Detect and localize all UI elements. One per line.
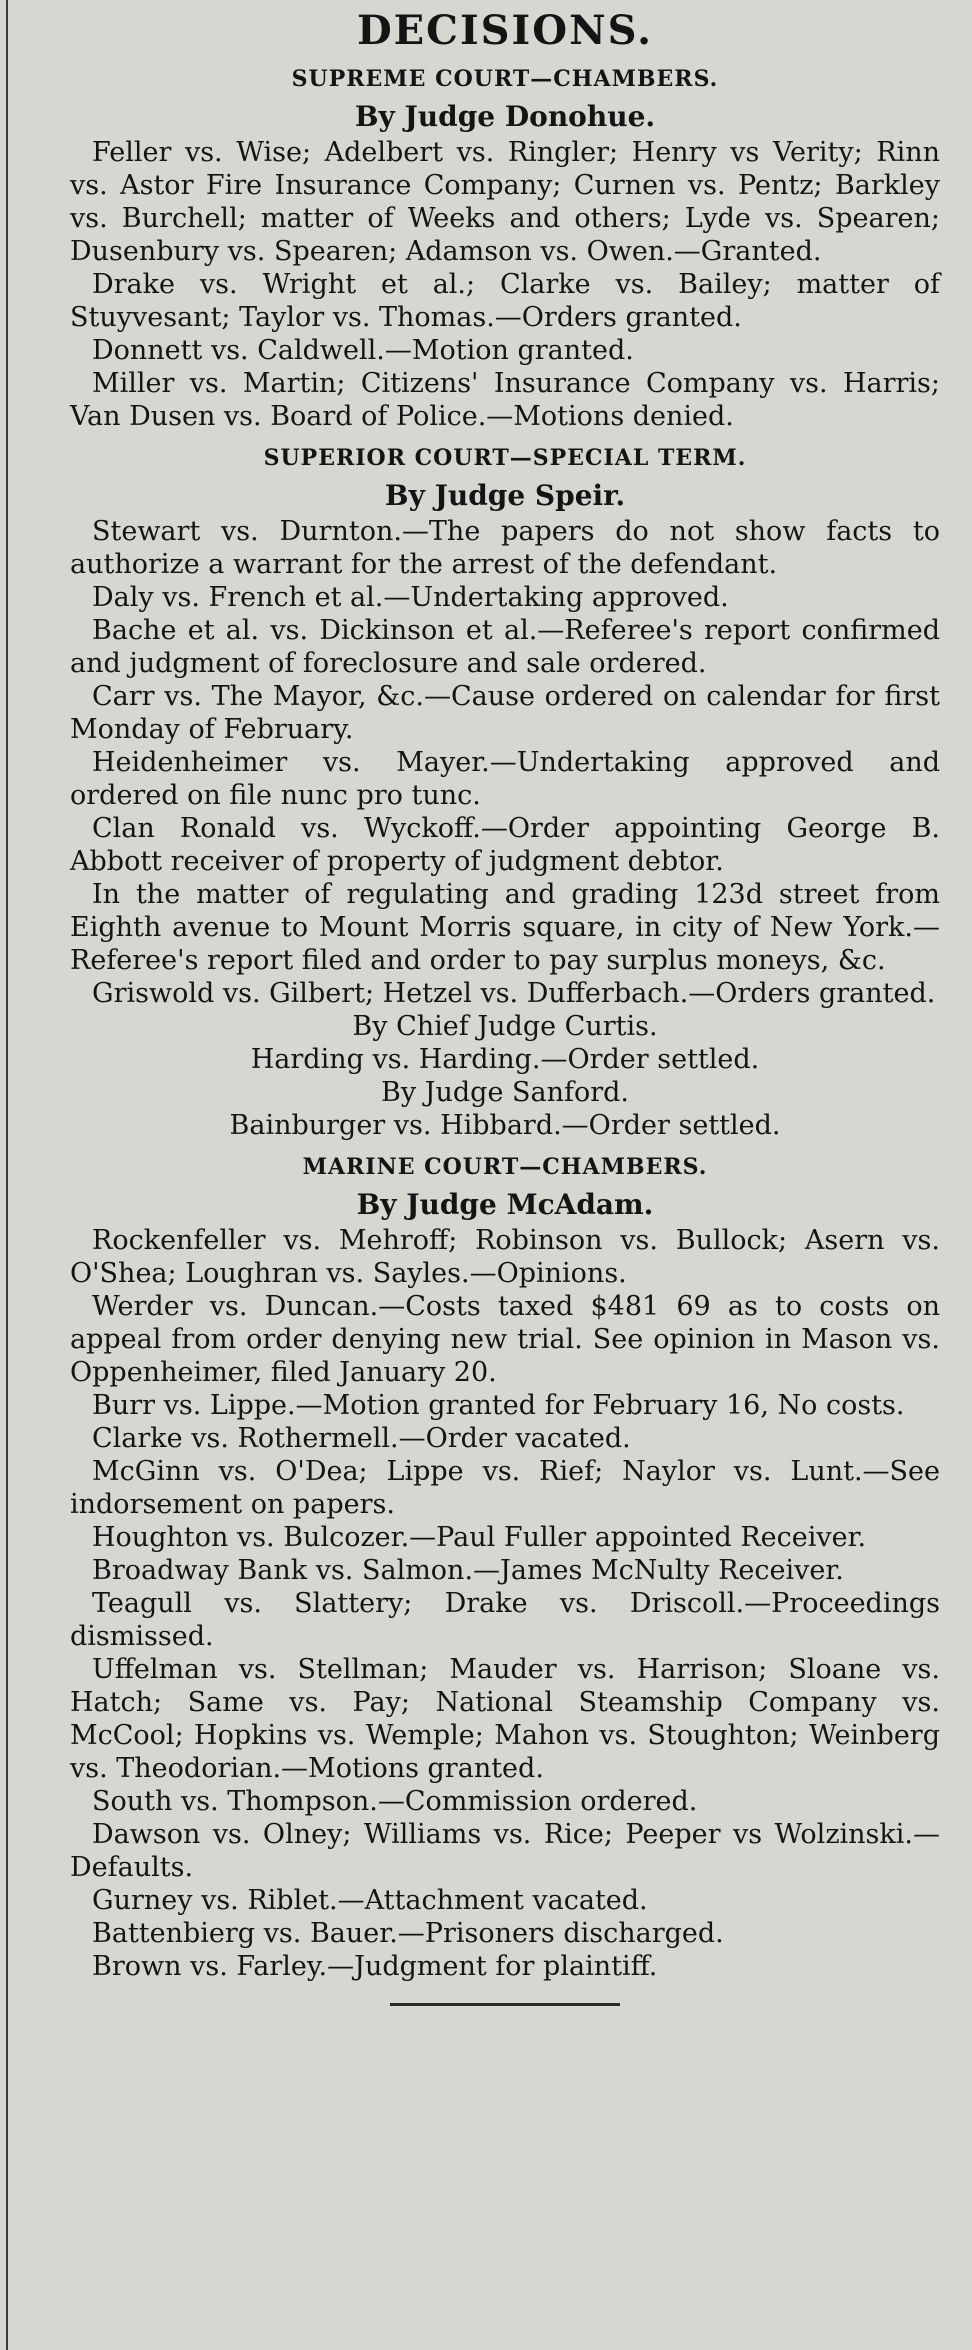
decision-entry: Werder vs. Duncan.—Costs taxed $481 69 as to costs on appeal from order denying new trial. See opinion in Mason vs. Oppenheimer, filed January 20. <box>70 1291 940 1388</box>
judge-line: By Chief Judge Curtis. <box>352 1011 658 1042</box>
section-heading: SUPERIOR COURT—SPECIAL TERM. <box>263 445 747 471</box>
decision-entry: Clan Ronald vs. Wyckoff.—Order appointing George B. Abbott receiver of property of judgment debtor. <box>70 813 940 877</box>
decision-entry: Miller vs. Martin; Citizens' Insurance Company vs. Harris; Van Dusen vs. Board of Police.—Motions denied. <box>70 368 940 432</box>
judge-line: By Judge Donohue. <box>354 100 656 133</box>
end-rule <box>390 2003 620 2006</box>
judge-line: By Judge McAdam. <box>356 1188 654 1221</box>
decision-entry: Uffelman vs. Stellman; Mauder vs. Harrison; Sloane vs. Hatch; Same vs. Pay; National Steamship Company vs. McCool; Hopkins vs. Wemple; Mahon vs. Stoughton; Weinberg vs. Theodorian.—Motions granted. <box>70 1654 940 1784</box>
decision-entry: In the matter of regulating and grading 123d street from Eighth avenue to Mount Morris square, in city of New York.—Referee's report filed and order to pay surplus moneys, &c. <box>70 879 940 976</box>
section-supreme-court <box>70 64 940 433</box>
decision-entry: Houghton vs. Bulcozer.—Paul Fuller appointed Receiver. <box>92 1522 867 1553</box>
decision-entry: Rockenfeller vs. Mehroff; Robinson vs. Bullock; Asern vs. O'Shea; Loughran vs. Sayles.—Opinions. <box>70 1225 940 1289</box>
decisions-column <box>70 8 940 2006</box>
decision-entry: Carr vs. The Mayor, &c.—Cause ordered on calendar for first Monday of February. <box>70 681 940 745</box>
section-heading: MARINE COURT—CHAMBERS. <box>302 1154 708 1180</box>
decision-entry: Broadway Bank vs. Salmon.—James McNulty Receiver. <box>92 1555 844 1586</box>
section-superior-court <box>70 443 940 1142</box>
decision-entry: Daly vs. French et al.—Undertaking approved. <box>92 582 729 613</box>
decision-entry: McGinn vs. O'Dea; Lippe vs. Rief; Naylor vs. Lunt.—See indorsement on papers. <box>70 1456 940 1520</box>
decision-entry: Drake vs. Wright et al.; Clarke vs. Bailey; matter of Stuyvesant; Taylor vs. Thomas.—Orders granted. <box>70 269 940 333</box>
section-marine-court <box>70 1152 940 1983</box>
decision-entry: Battenbierg vs. Bauer.—Prisoners discharged. <box>92 1918 724 1949</box>
page-title: DECISIONS. <box>356 7 654 54</box>
decision-entry: Donnett vs. Caldwell.—Motion granted. <box>92 335 634 366</box>
decision-entry: Griswold vs. Gilbert; Hetzel vs. Dufferbach.—Orders granted. <box>92 978 936 1009</box>
decision-entry: Harding vs. Harding.—Order settled. <box>250 1044 760 1075</box>
decision-entry: Bache et al. vs. Dickinson et al.—Referee's report confirmed and judgment of foreclosure and sale ordered. <box>70 615 940 679</box>
decision-entry: Stewart vs. Durnton.—The papers do not show facts to authorize a warrant for the arrest of the defendant. <box>70 516 940 580</box>
decision-entry: Feller vs. Wise; Adelbert vs. Ringler; Henry vs Verity; Rinn vs. Astor Fire Insurance Company; Curnen vs. Pentz; Barkley vs. Burchell; matter of Weeks and others; Lyde vs. Spearen; Dusenbury vs. Spearen; Adamson vs. Owen.—Granted. <box>70 137 940 267</box>
decision-entry: Clarke vs. Rothermell.—Order vacated. <box>92 1423 631 1454</box>
decision-entry: Burr vs. Lippe.—Motion granted for February 16, No costs. <box>92 1390 905 1421</box>
decision-entry: Brown vs. Farley.—Judgment for plaintiff. <box>92 1951 658 1982</box>
decision-entry: Dawson vs. Olney; Williams vs. Rice; Peeper vs Wolzinski.—Defaults. <box>70 1819 940 1883</box>
decision-entry: Bainburger vs. Hibbard.—Order settled. <box>229 1110 781 1141</box>
decision-entry: South vs. Thompson.—Commission ordered. <box>92 1786 698 1817</box>
judge-line: By Judge Speir. <box>384 479 626 512</box>
decision-entry: Gurney vs. Riblet.—Attachment vacated. <box>92 1885 648 1916</box>
decision-entry: Heidenheimer vs. Mayer.—Undertaking approved and ordered on file nunc pro tunc. <box>70 747 940 811</box>
judge-line: By Judge Sanford. <box>380 1077 630 1108</box>
section-heading: SUPREME COURT—CHAMBERS. <box>291 66 719 92</box>
column-rule <box>6 0 8 2350</box>
decision-entry: Teagull vs. Slattery; Drake vs. Driscoll.—Proceedings dismissed. <box>70 1588 940 1652</box>
